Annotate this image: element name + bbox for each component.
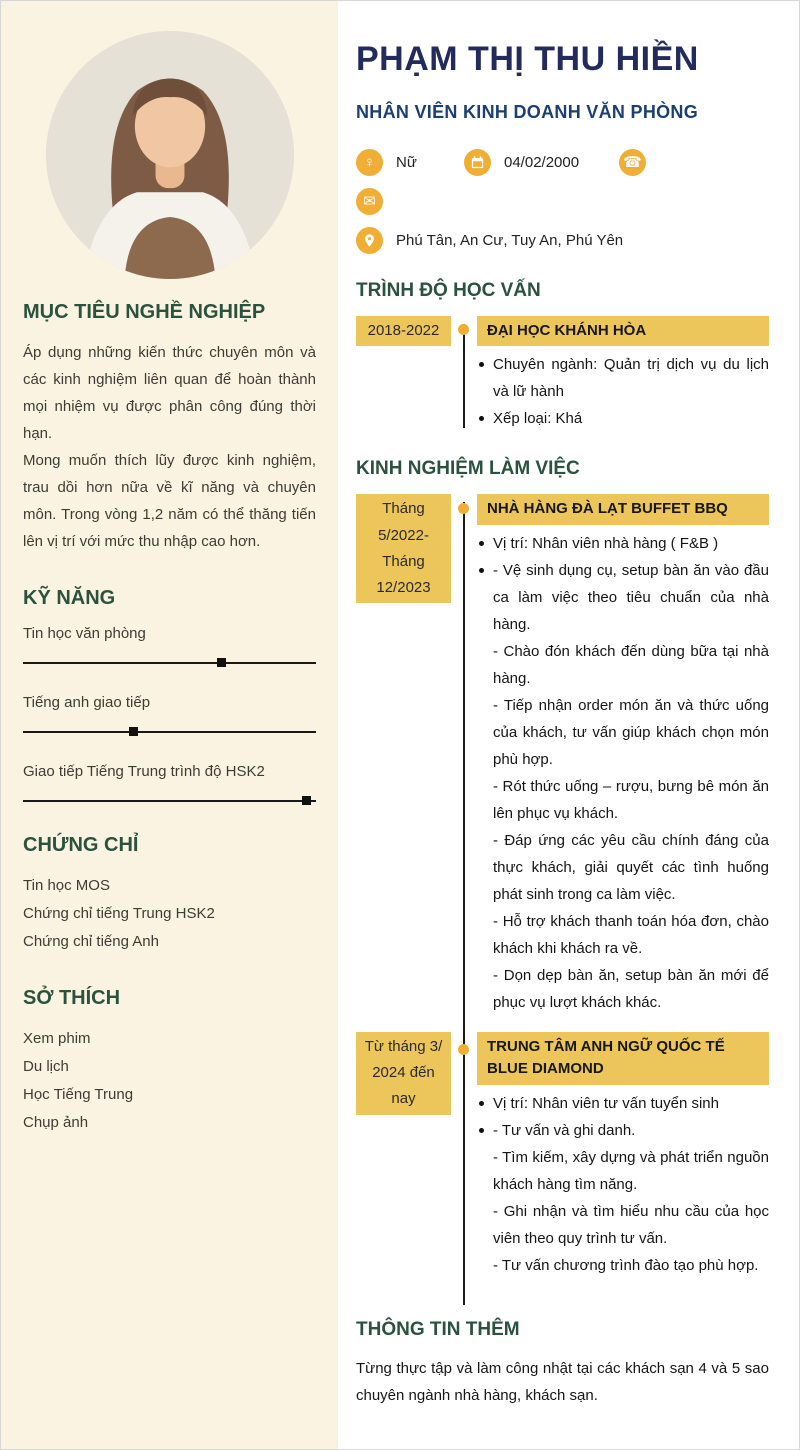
contact-row-2	[356, 188, 769, 215]
main-column	[338, 1, 799, 1449]
job-title: NHÂN VIÊN KINH DOANH VĂN PHÒNG	[356, 101, 699, 122]
contact-info	[356, 149, 769, 254]
experience-date-badge: Từ tháng 3/ 2024 đến nay	[356, 1032, 451, 1115]
photo-wrapper	[23, 31, 316, 279]
hobby-item: Du lịch	[23, 1058, 69, 1075]
hobby-item: Học Tiếng Trung	[23, 1085, 134, 1103]
experience-date-badge: Tháng 5/2022- Tháng 12/2023	[356, 494, 451, 603]
timeline-dot	[458, 1044, 469, 1055]
experience-detail: - Chào đón khách đến dùng bữa tại nhà hàng.	[493, 642, 769, 687]
experience-entry-title: NHÀ HÀNG ĐÀ LẠT BUFFET BBQ	[477, 494, 769, 525]
skill-level-marker	[217, 658, 226, 667]
experience-position: Vị trí: Nhân viên tư vấn tuyển sinh	[477, 1090, 769, 1117]
location-pin-icon	[356, 227, 383, 254]
timeline-line	[451, 316, 477, 433]
skills-heading: KỸ NĂNG	[23, 587, 116, 609]
skill-level-track	[23, 731, 316, 733]
profile-photo	[46, 31, 294, 279]
experience-entry-1	[356, 494, 769, 1032]
experience-entry-2	[356, 1032, 769, 1279]
certificate-item: Chứng chỉ tiếng Trung HSK2	[23, 904, 215, 922]
experience-detail: - Tư vấn và ghi danh.	[477, 1117, 769, 1144]
experience-detail: - Ghi nhận và tìm hiểu nhu cầu của học viên theo quy trình tư vấn.	[493, 1202, 769, 1247]
timeline-dot	[458, 324, 469, 335]
objective-heading: MỤC TIÊU NGHỀ NGHIỆP	[23, 301, 266, 323]
contact-birthday	[464, 149, 619, 176]
experience-position: Vị trí: Nhân viên nhà hàng ( F&B )	[477, 530, 769, 557]
skill-level-marker	[302, 796, 311, 805]
skill-item-chinese	[23, 763, 316, 802]
experience-detail: - Hỗ trợ khách thanh toán hóa đơn, chào khách khi khách ra về.	[493, 912, 769, 957]
education-entry-content	[477, 316, 769, 433]
contact-row-1	[356, 149, 769, 176]
calendar-icon	[464, 149, 491, 176]
timeline-line	[451, 1032, 477, 1279]
skill-label: Tin học văn phòng	[23, 625, 146, 642]
contact-phone	[619, 149, 659, 176]
additional-text: Từng thực tập và làm công nhật tại các khách sạn 4 và 5 sao chuyên ngành nhà hàng, khách sạn.	[356, 1359, 769, 1404]
skill-level-track	[23, 662, 316, 664]
hobbies-heading: SỞ THÍCH	[23, 987, 121, 1010]
timeline-dot	[458, 503, 469, 514]
education-bullet: Xếp loại: Khá	[477, 405, 769, 432]
hobbies-list	[23, 1025, 316, 1136]
gender-female-icon: ♀	[356, 149, 383, 176]
certificates-list	[23, 872, 316, 955]
certificates-heading: CHỨNG CHỈ	[23, 834, 139, 856]
person-name: PHẠM THỊ THU HIỀN	[356, 40, 699, 78]
certificate-item: Tin học MOS	[23, 877, 110, 894]
education-heading: TRÌNH ĐỘ HỌC VẤN	[356, 279, 541, 301]
objective-paragraph-2: Mong muốn thích lũy được kinh nghiệm, trau dồi hơn nữa về kĩ năng và chuyên môn. Trong vòng 1,2 năm có thể thăng tiến lên vị trí với mức thu nhập cao hơn.	[23, 452, 316, 550]
skill-item-english	[23, 694, 316, 733]
experience-entry-title: TRUNG TÂM ANH NGỮ QUỐC TẾ BLUE DIAMOND	[477, 1032, 769, 1085]
contact-email	[356, 188, 396, 215]
certificate-item: Chứng chỉ tiếng Anh	[23, 932, 159, 950]
experience-detail: - Tiếp nhận order món ăn và thức uống của khách, tư vấn giúp khách chọn món phù hợp.	[493, 696, 769, 768]
education-entry	[356, 316, 769, 433]
contact-gender	[356, 149, 464, 176]
phone-icon: ☎	[619, 149, 646, 176]
gender-value: Nữ	[396, 153, 417, 171]
skill-level-track	[23, 800, 316, 802]
email-icon: ✉	[356, 188, 383, 215]
experience-detail: - Đáp ứng các yêu cầu chính đáng của thực khách, giải quyết các tình huống phát sinh trong ca làm việc.	[493, 831, 769, 903]
address-value: Phú Tân, An Cư, Tuy An, Phú Yên	[396, 231, 624, 249]
sidebar	[1, 1, 338, 1449]
experience-detail: - Tư vấn chương trình đào tạo phù hợp.	[493, 1256, 759, 1274]
contact-address	[356, 227, 623, 254]
experience-entry-content	[477, 494, 769, 1032]
objective-paragraph-1: Áp dụng những kiến thức chuyên môn và các kinh nghiệm liên quan để hoàn thành mọi nhiệm vụ được phân công đúng thời hạn.	[23, 344, 316, 442]
timeline-line	[451, 494, 477, 1032]
hobby-item: Chụp ảnh	[23, 1113, 89, 1131]
birthday-value: 04/02/2000	[504, 153, 580, 171]
skill-label: Tiếng anh giao tiếp	[23, 694, 151, 711]
experience-detail: - Tìm kiếm, xây dựng và phát triển nguồn khách hàng tìm năng.	[493, 1148, 769, 1193]
hobby-item: Xem phim	[23, 1030, 91, 1048]
additional-heading: THÔNG TIN THÊM	[356, 1318, 520, 1340]
experience-detail: - Dọn dẹp bàn ăn, setup bàn ăn mới để phục vụ lượt khách khác.	[493, 966, 769, 1011]
education-entry-title: ĐẠI HỌC KHÁNH HÒA	[477, 316, 769, 347]
skill-level-marker	[129, 727, 138, 736]
experience-detail: - Vệ sinh dụng cụ, setup bàn ăn vào đầu ca làm việc theo tiêu chuẩn của nhà hàng.	[477, 557, 769, 638]
education-bullet: Chuyên ngành: Quản trị dịch vụ du lịch và lữ hành	[477, 351, 769, 405]
portrait-illustration	[46, 31, 294, 279]
experience-entry-content	[477, 1032, 769, 1279]
skill-item-office	[23, 625, 316, 664]
experience-heading: KINH NGHIỆM LÀM VIỆC	[356, 458, 580, 480]
experience-detail: - Rót thức uống – rượu, bưng bê món ăn lên phục vụ khách.	[493, 777, 769, 822]
skill-label: Giao tiếp Tiếng Trung trình độ HSK2	[23, 763, 265, 780]
contact-row-3	[356, 227, 769, 254]
education-date-badge: 2018-2022	[356, 316, 451, 346]
